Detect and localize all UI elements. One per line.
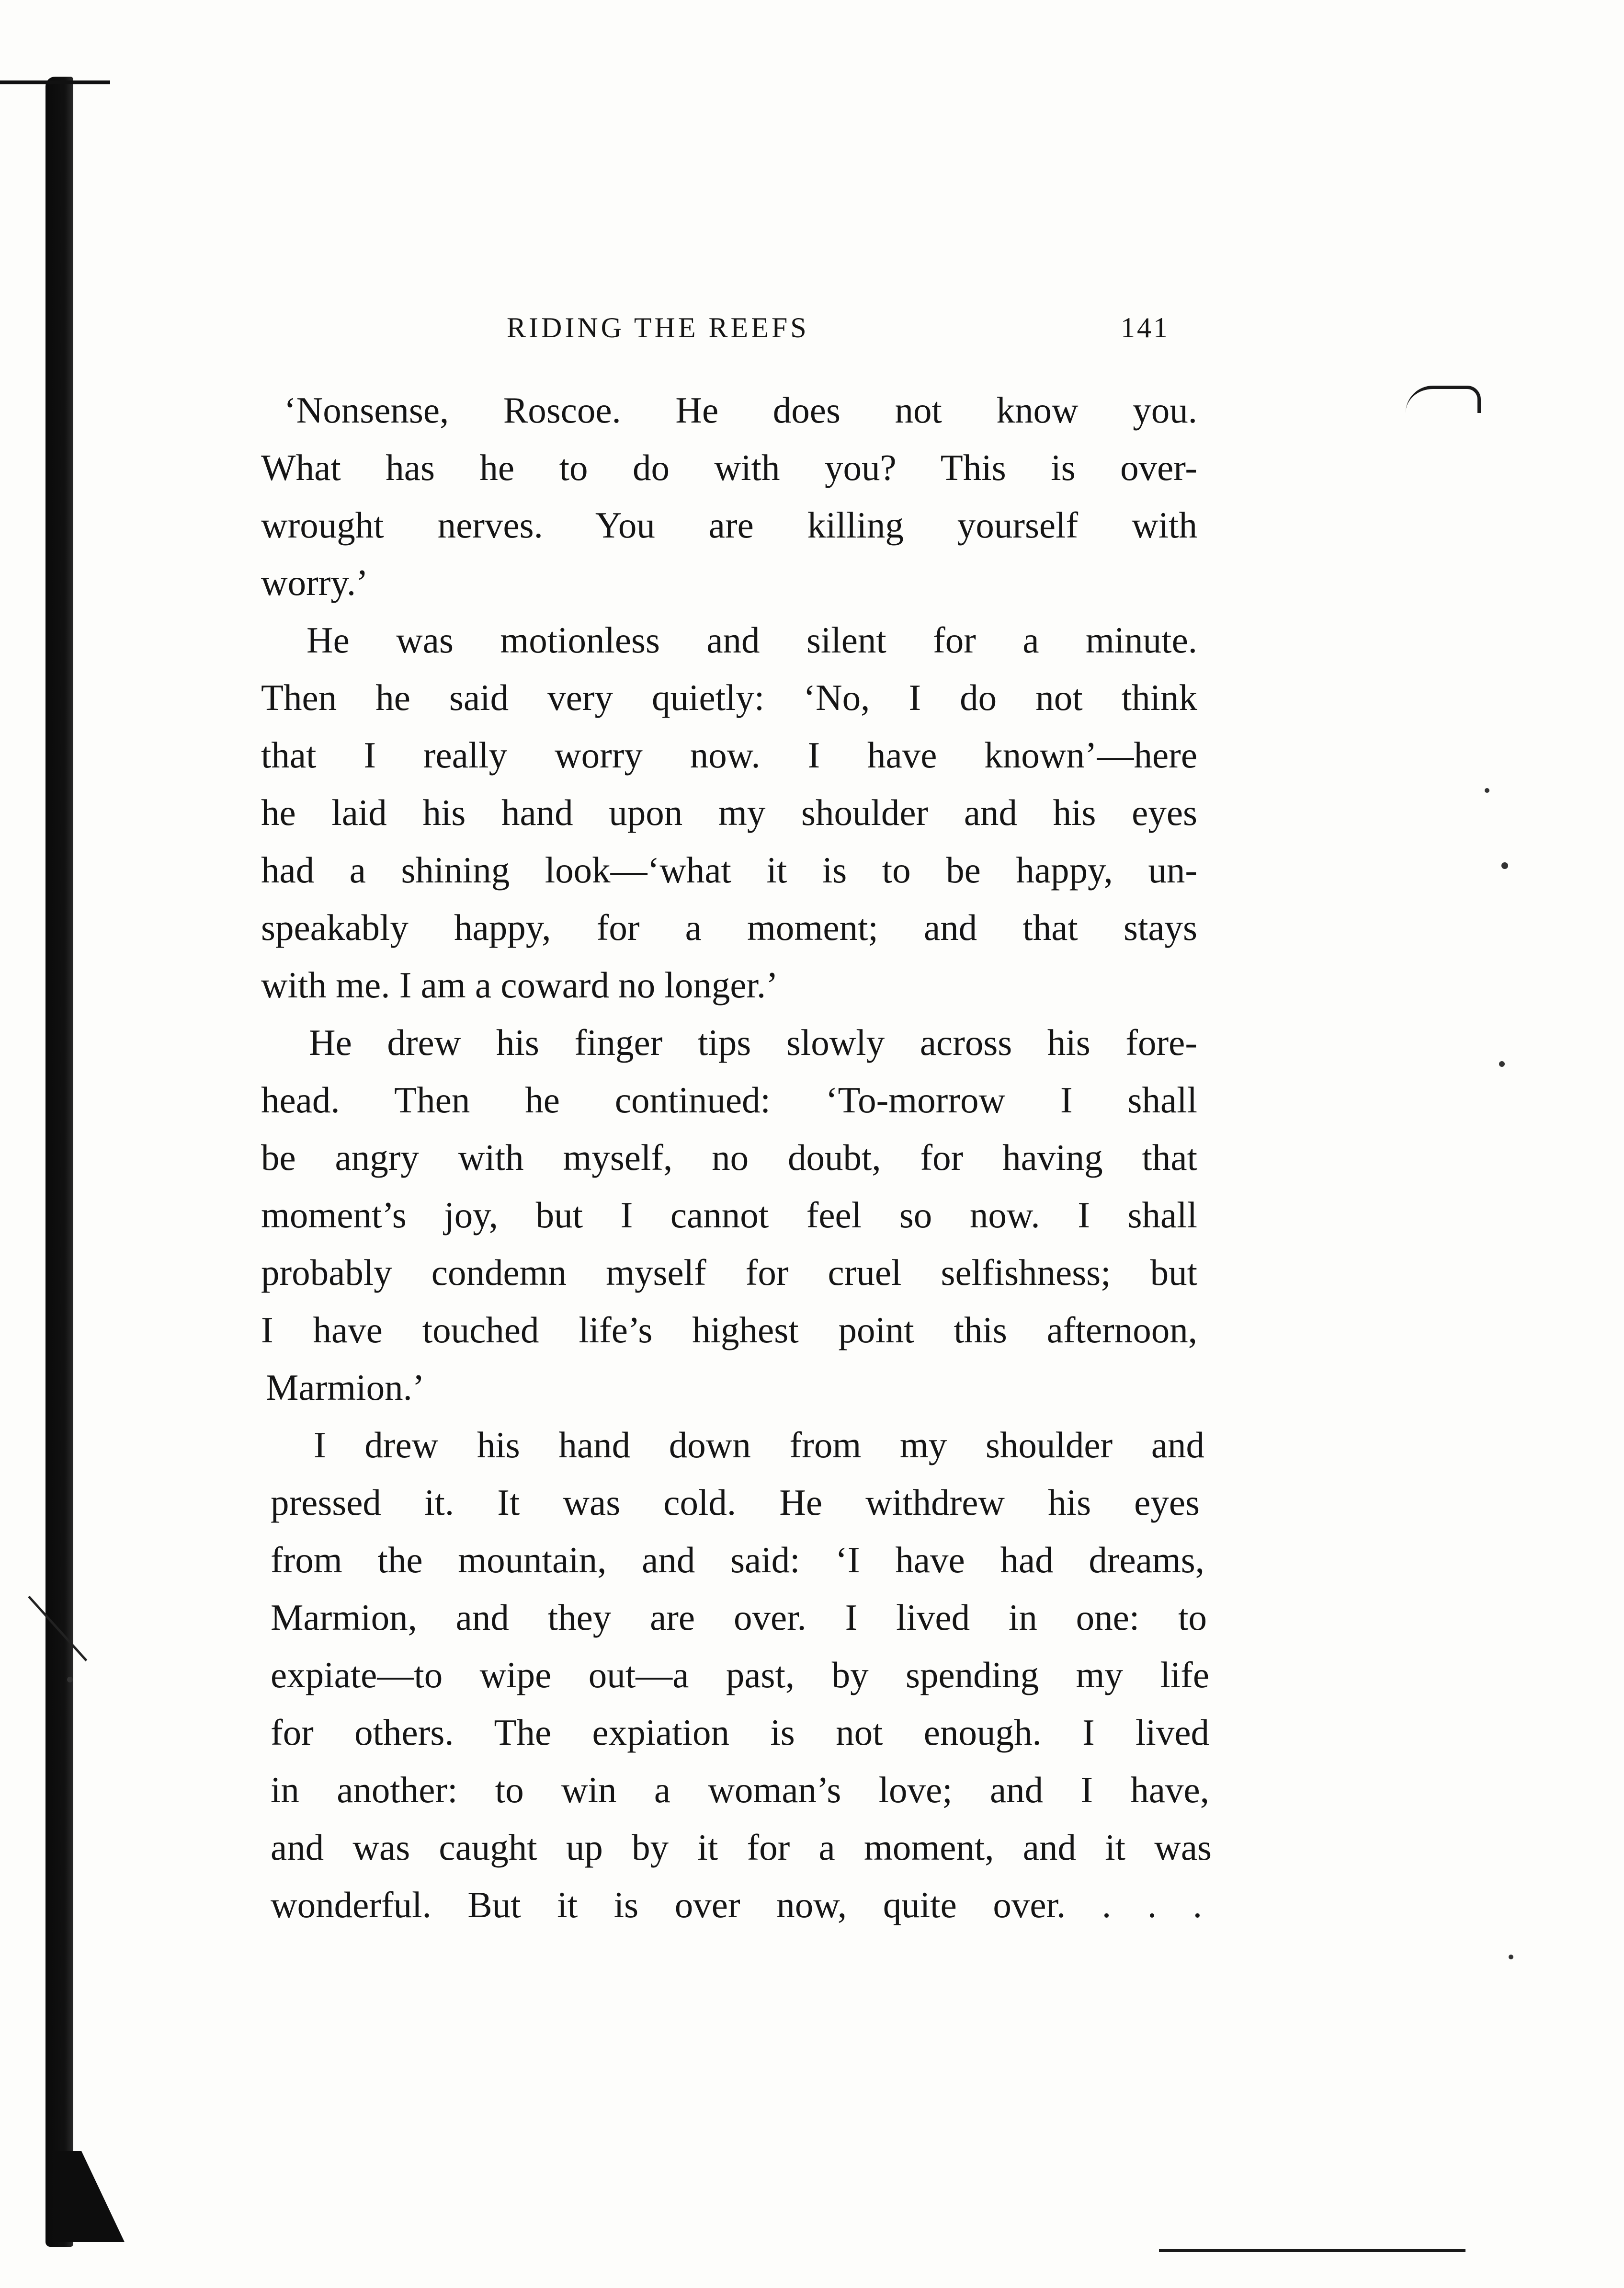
text-line: that I really worry now. I have known’—here xyxy=(261,734,1197,776)
text-line: What has he to do with you? This is over- xyxy=(261,447,1197,488)
running-head: RIDING THE REEFS xyxy=(507,312,809,343)
text-line: He was motionless and silent for a minute. xyxy=(307,619,1197,661)
speck xyxy=(1501,862,1508,869)
text-line: ‘Nonsense, Roscoe. He does not know you. xyxy=(284,389,1197,431)
text-line: had a shining look—‘what it is to be happy, un- xyxy=(261,849,1197,891)
text-line: He drew his finger tips slowly across his fore- xyxy=(309,1022,1197,1063)
binding-top-edge xyxy=(0,80,110,84)
text-line: with me. I am a coward no longer.’ xyxy=(261,964,778,1006)
text-line: speakably happy, for a moment; and that stays xyxy=(261,907,1197,948)
speck xyxy=(1485,788,1489,793)
text-line: and was caught up by it for a moment, and it was xyxy=(271,1827,1212,1868)
text-line: Then he said very quietly: ‘No, I do not think xyxy=(261,677,1197,718)
text-line: for others. The expiation is not enough. I lived xyxy=(271,1712,1209,1753)
text-line: wrought nerves. You are killing yourself with xyxy=(261,504,1197,546)
text-line: pressed it. It was cold. He withdrew his eyes xyxy=(271,1482,1200,1523)
text-line: wonderful. But it is over now, quite over. . . . xyxy=(271,1884,1202,1925)
text-line: head. Then he continued: ‘To-morrow I shall xyxy=(261,1079,1197,1121)
text-line: expiate—to wipe out—a past, by spending my life xyxy=(271,1654,1209,1695)
page-number: 141 xyxy=(1121,312,1170,343)
binding-edge xyxy=(45,77,73,2247)
text-line: in another: to win a woman’s love; and I have, xyxy=(271,1769,1209,1810)
margin-curl-mark xyxy=(1406,386,1481,413)
text-line: moment’s joy, but I cannot feel so now. I shall xyxy=(261,1194,1197,1236)
text-line: Marmion.’ xyxy=(266,1367,425,1408)
text-line: worry.’ xyxy=(261,562,368,603)
speck xyxy=(1509,1955,1513,1959)
text-line: I drew his hand down from my shoulder and xyxy=(314,1424,1204,1465)
text-line: be angry with myself, no doubt, for having that xyxy=(261,1137,1197,1178)
text-line: probably condemn myself for cruel selfishness; but xyxy=(261,1252,1197,1293)
bottom-edge-line xyxy=(1159,2249,1465,2252)
speck xyxy=(1499,1061,1505,1067)
text-line: from the mountain, and said: ‘I have had dreams, xyxy=(271,1539,1204,1580)
speck xyxy=(67,1677,73,1682)
binding-foot-shadow xyxy=(53,2151,125,2242)
text-line: he laid his hand upon my shoulder and his eyes xyxy=(261,792,1197,833)
text-line: Marmion, and they are over. I lived in one: to xyxy=(271,1597,1207,1638)
text-line: I have touched life’s highest point this afternoon, xyxy=(261,1309,1197,1350)
